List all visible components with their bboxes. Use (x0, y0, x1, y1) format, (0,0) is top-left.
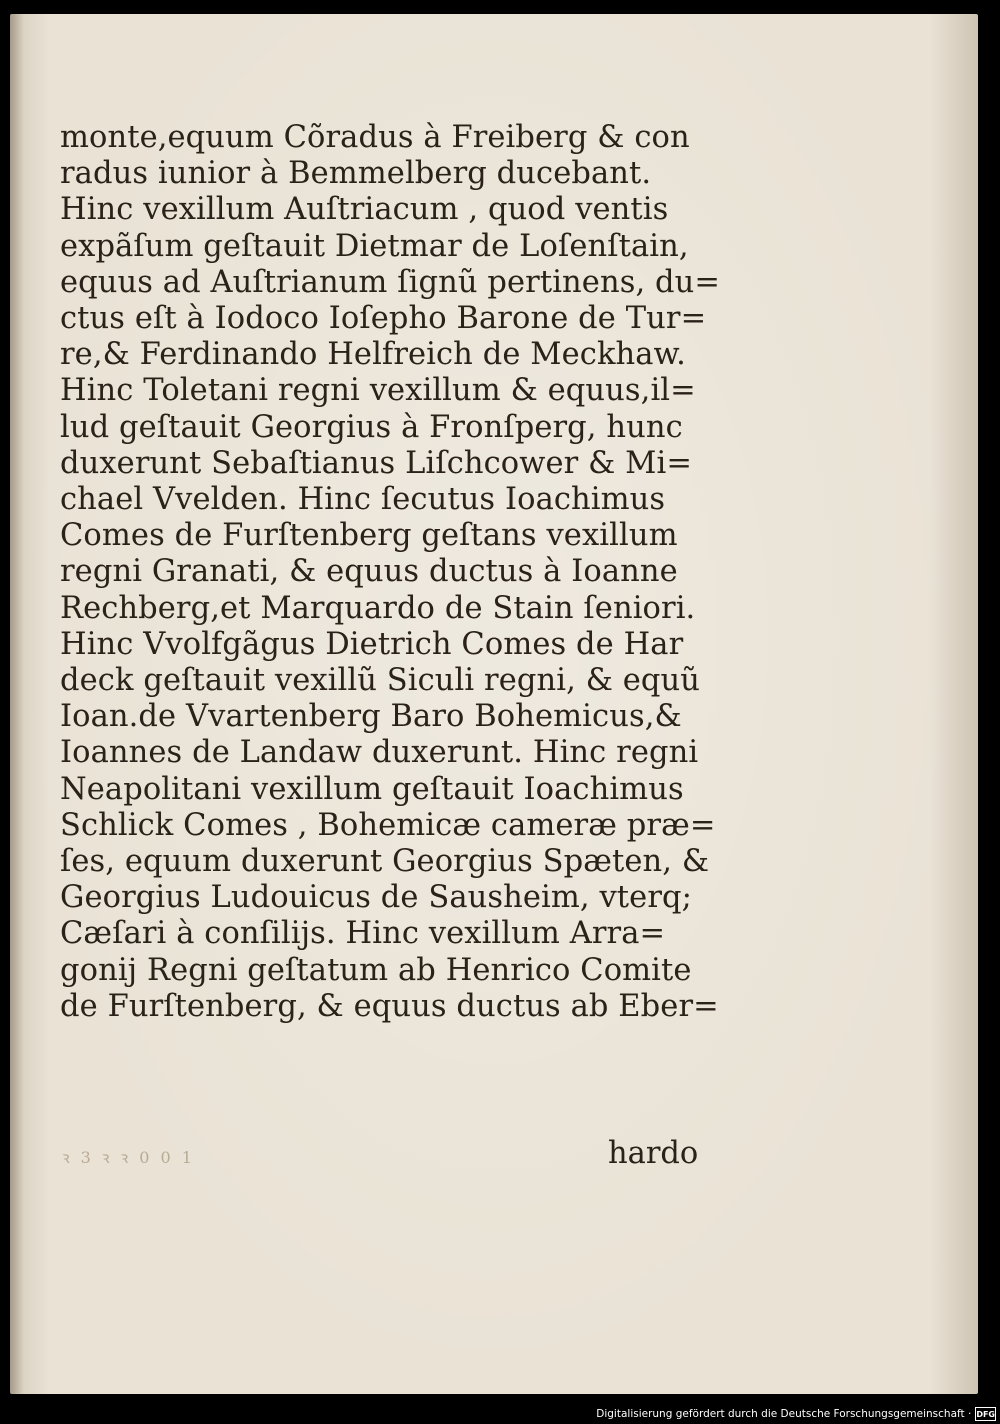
text-line: ctus eſt à Iodoco Ioſepho Barone de Tur= (60, 301, 707, 337)
text-line: regni Granati, & equus ductus à Ioanne (60, 554, 678, 590)
text-line: Schlick Comes , Bohemicæ cameræ præ= (60, 807, 716, 843)
text-line: re,& Ferdinando Helfreich de Meckhaw. (60, 337, 686, 373)
text-line: ſes, equum duxerunt Georgius Spæten, & (60, 844, 710, 880)
text-line: deck geſtauit vexillũ Siculi regni, & equũ (60, 663, 700, 699)
text-line: Comes de Furſtenberg geſtans vexillum (60, 518, 678, 554)
text-line: Neapolitani vexillum geſtauit Ioachimus (60, 771, 684, 807)
text-line: Cæſari à conſilijs. Hinc vexillum Arra= (60, 916, 666, 952)
text-line: equus ad Auſtrianum ſignũ pertinens, du= (60, 264, 721, 300)
faded-marginal-marks: ꝛ 3 ꝛ ꝛ 0 0 1 (62, 1148, 195, 1167)
text-line: Georgius Ludouicus de Sausheim, vterq; (60, 880, 692, 916)
spine-shadow (10, 14, 24, 1394)
text-line: gonij Regni geſtatum ab Henrico Comite (60, 952, 692, 988)
page-text-block (60, 120, 730, 1025)
text-line: Hinc vexillum Auſtriacum , quod ventis (60, 192, 669, 228)
text-line: chael Vvelden. Hinc ſecutus Ioachimus (60, 482, 666, 518)
digitization-footer (596, 1404, 1000, 1424)
text-line: de Furſtenberg, & equus ductus ab Eber= (60, 988, 719, 1024)
text-line: lud geſtauit Georgius à Fronſperg, hunc (60, 409, 683, 445)
text-line: Hinc Vvolfgãgus Dietrich Comes de Har (60, 626, 684, 662)
text-line: Ioannes de Landaw duxerunt. Hinc regni (60, 735, 699, 771)
dfg-logo-icon: DFG (975, 1407, 996, 1421)
catchword: hardo (608, 1136, 699, 1171)
text-line: Ioan.de Vvartenberg Baro Bohemicus,& (60, 699, 682, 735)
text-line: Hinc Toletani regni vexillum & equus,il= (60, 373, 696, 409)
text-line: radus iunior à Bemmelberg ducebant. (60, 156, 652, 192)
text-line: duxerunt Sebaſtianus Liſchcower & Mi= (60, 445, 692, 481)
text-line: monte,equum Cõradus à Freiberg & con (60, 120, 690, 155)
text-line: expãſum geſtauit Dietmar de Loſenſtain, (60, 228, 689, 264)
text-line: Rechberg,et Marquardo de Stain ſeniori. (60, 590, 696, 626)
funding-credit: Digitalisierung gefördert durch die Deutsche Forschungsgemeinschaft · (596, 1408, 972, 1420)
